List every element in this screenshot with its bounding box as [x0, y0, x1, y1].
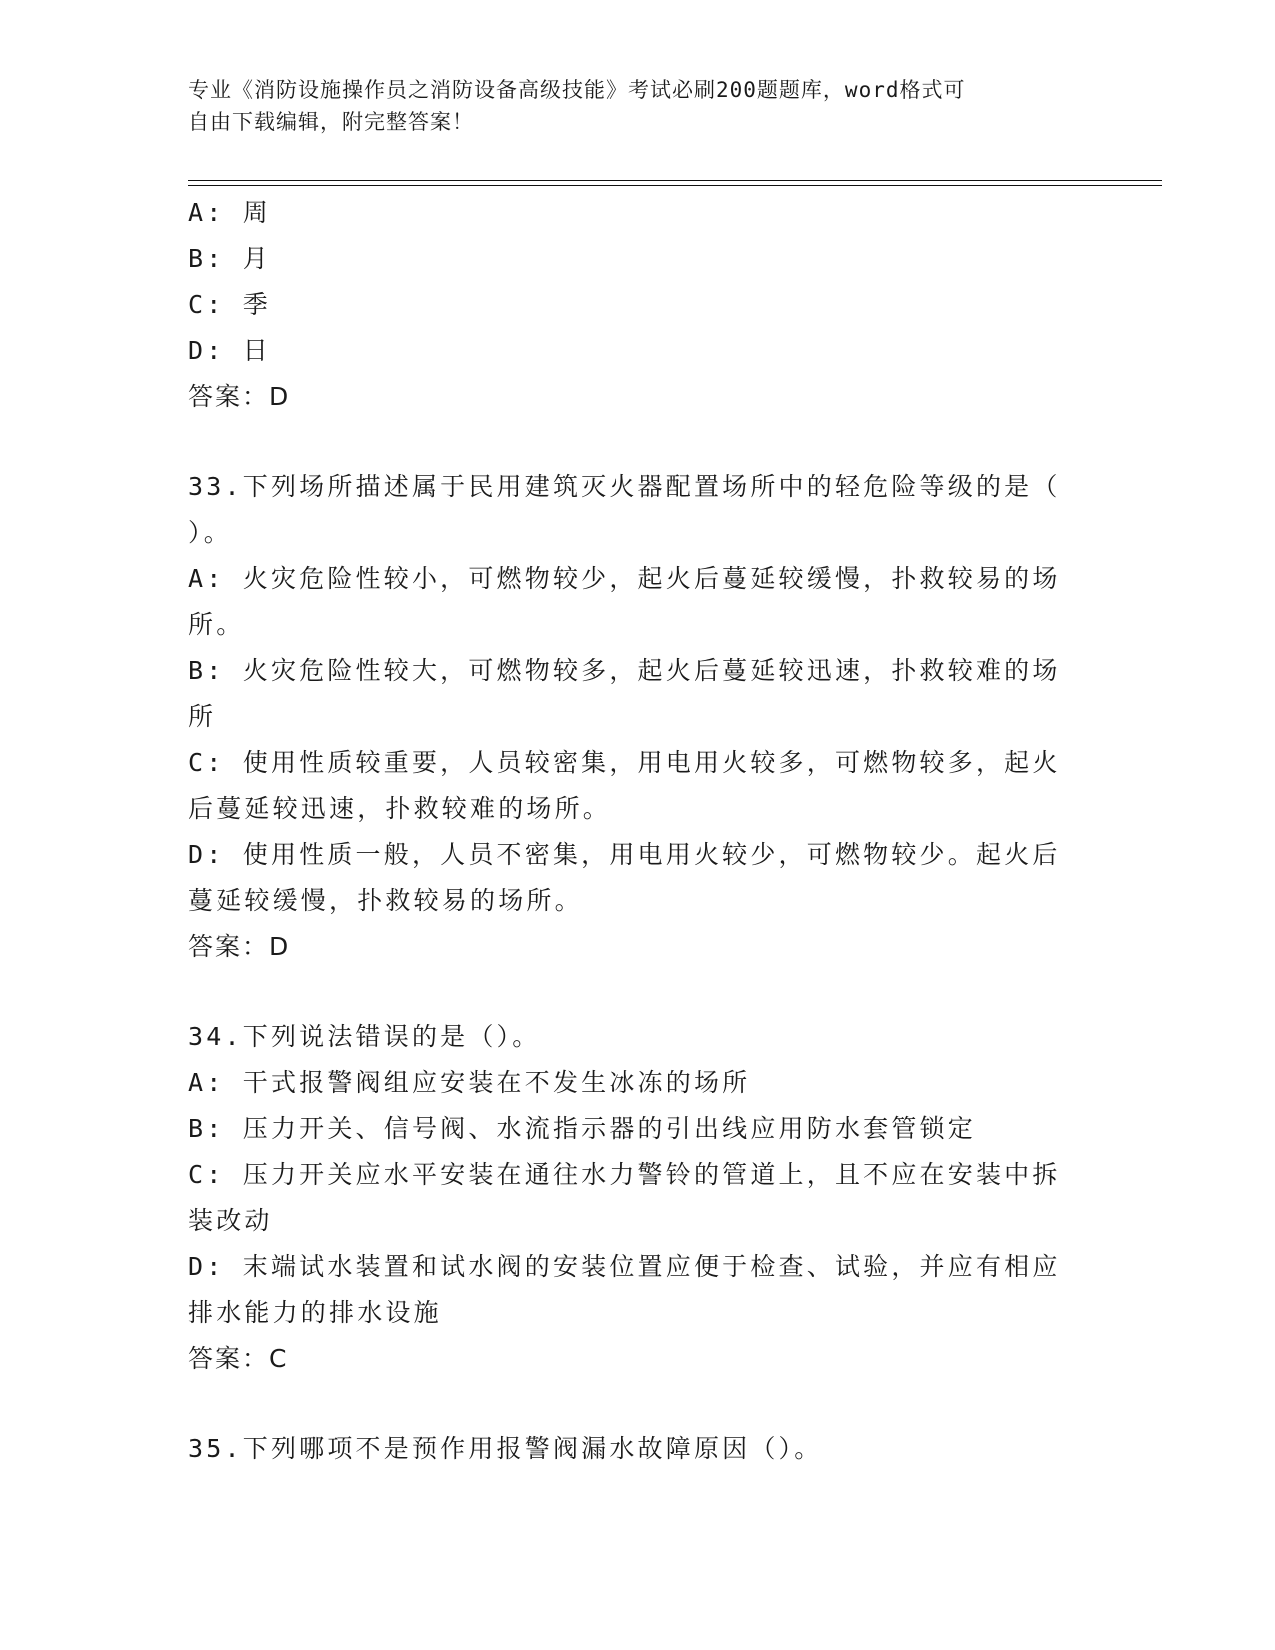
option-c: C: 季 [188, 290, 271, 319]
question-34 [188, 1014, 1088, 1382]
header-rule-top [188, 180, 1162, 181]
answer: 答案：C [188, 1344, 289, 1373]
header-line-2: 自由下载编辑，附完整答案！ [188, 110, 474, 134]
page-header [188, 74, 1088, 138]
option-b: B: 火灾危险性较大，可燃物较多，起火后蔓延较迅速，扑救较难的场 [188, 656, 1061, 685]
question-stem: 33.下列场所描述属于民用建筑灭火器配置场所中的轻危险等级的是（ [188, 472, 1061, 501]
option-d: D: 末端试水装置和试水阀的安装位置应便于检查、试验，并应有相应 [188, 1252, 1061, 1281]
question-content [188, 190, 1088, 1472]
option-c: C: 使用性质较重要，人员较密集，用电用火较多，可燃物较多，起火 [188, 748, 1061, 777]
option-a: A: 周 [188, 198, 271, 227]
question-33 [188, 464, 1088, 970]
header-rule-bottom [188, 185, 1162, 186]
option-b: B: 压力开关、信号阀、水流指示器的引出线应用防水套管锁定 [188, 1114, 976, 1143]
answer: 答案：D [188, 382, 291, 411]
option-a-cont: 所。 [188, 610, 245, 639]
question-stem-cont: ）。 [188, 518, 232, 547]
question-35 [188, 1426, 1088, 1472]
option-a: A: 干式报警阀组应安装在不发生冰冻的场所 [188, 1068, 751, 1097]
option-d-cont: 蔓延较缓慢，扑救较易的场所。 [188, 886, 583, 915]
option-c-cont: 后蔓延较迅速，扑救较难的场所。 [188, 794, 612, 823]
option-d-cont: 排水能力的排水设施 [188, 1298, 442, 1327]
option-b: B: 月 [188, 244, 271, 273]
header-line-1: 专业《消防设施操作员之消防设备高级技能》考试必刷200题题库，word格式可 [188, 78, 966, 102]
option-c-cont: 装改动 [188, 1206, 273, 1235]
answer: 答案：D [188, 932, 291, 961]
option-d: D: 日 [188, 336, 271, 365]
question-32 [188, 190, 1088, 420]
option-a: A: 火灾危险性较小，可燃物较少，起火后蔓延较缓慢，扑救较易的场 [188, 564, 1061, 593]
option-b-cont: 所 [188, 702, 217, 731]
question-stem: 34.下列说法错误的是（）。 [188, 1022, 541, 1051]
option-d: D: 使用性质一般，人员不密集，用电用火较少，可燃物较少。起火后 [188, 840, 1061, 869]
question-stem: 35.下列哪项不是预作用报警阀漏水故障原因（）。 [188, 1434, 823, 1463]
option-c: C: 压力开关应水平安装在通往水力警铃的管道上，且不应在安装中拆 [188, 1160, 1061, 1189]
